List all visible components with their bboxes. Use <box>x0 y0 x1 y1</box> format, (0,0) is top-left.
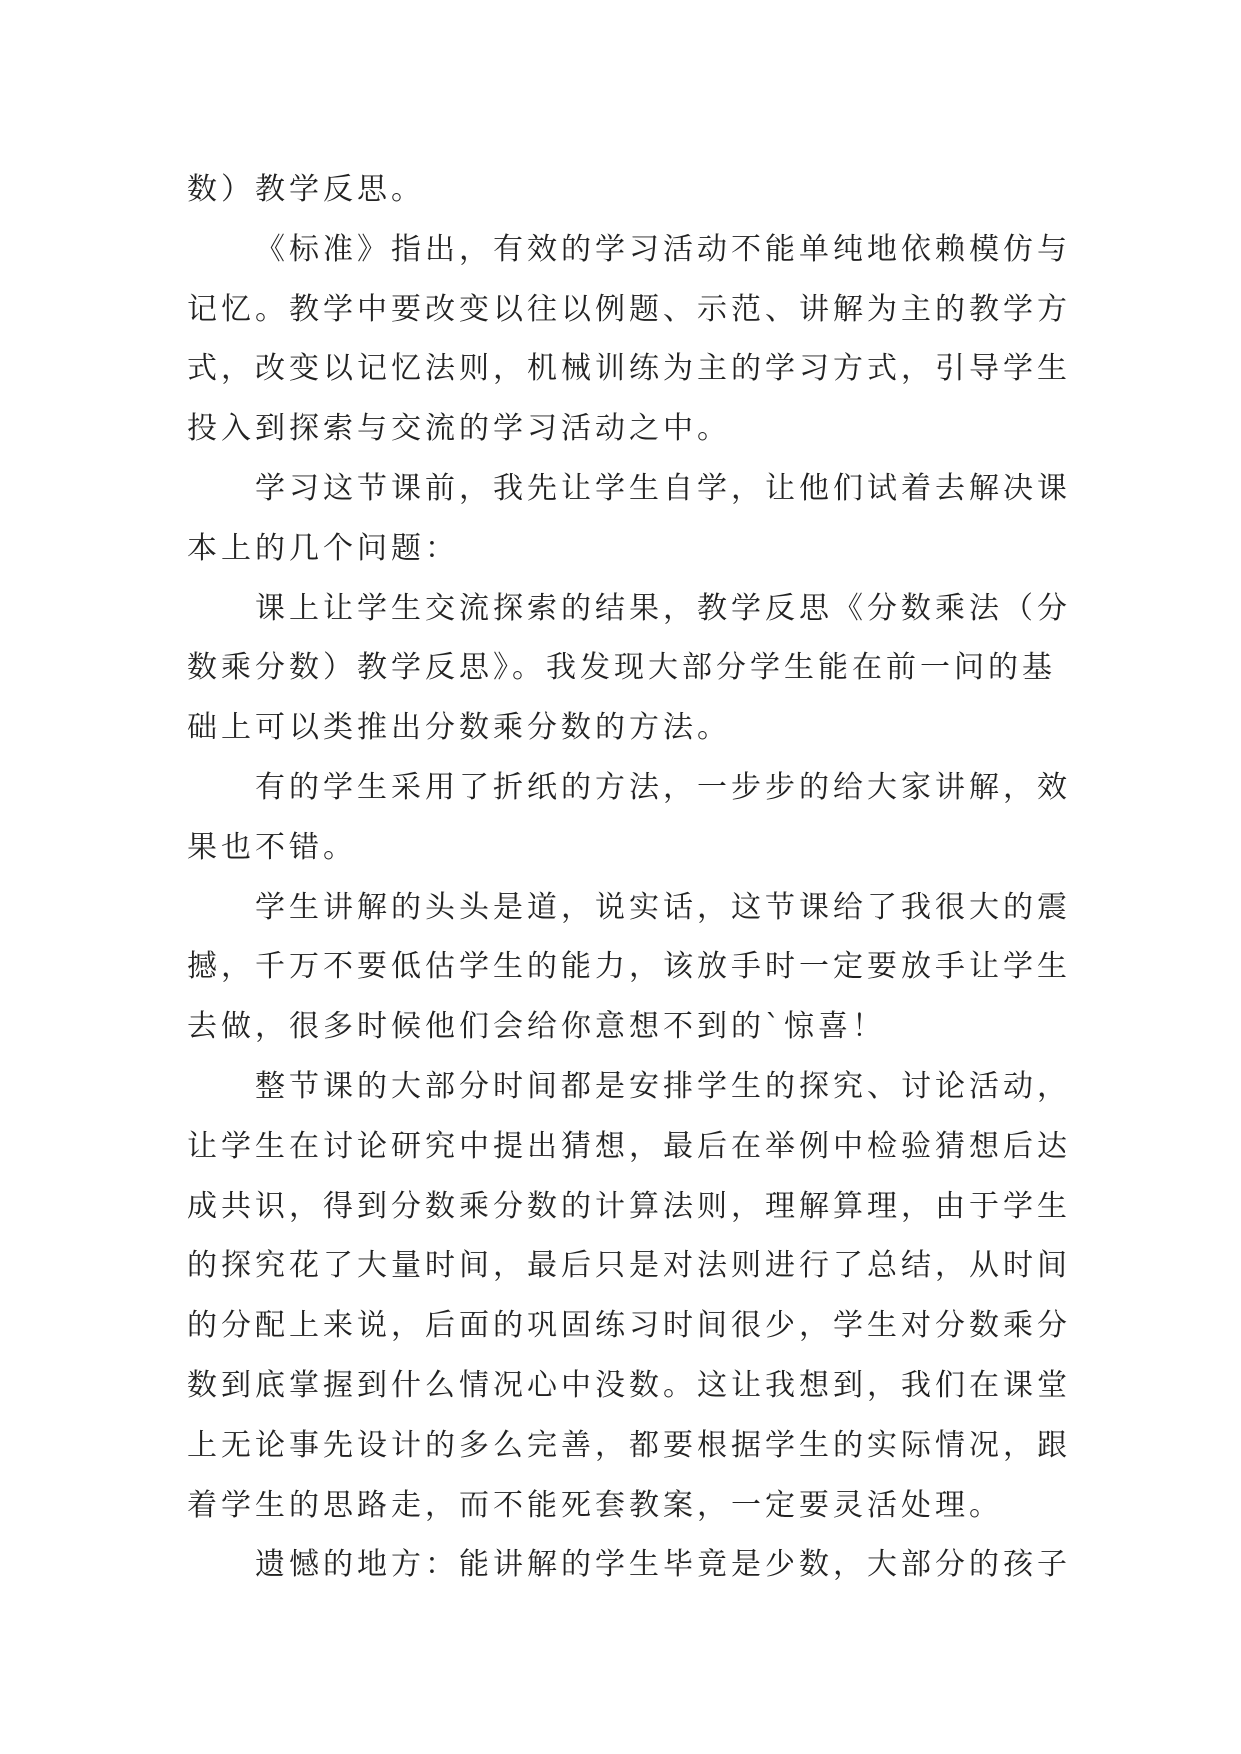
text-line: 让学生在讨论研究中提出猜想，最后在举例中检验猜想后达 <box>187 1128 1071 1164</box>
text-line: 果也不错。 <box>187 829 357 865</box>
text-line: 式，改变以记忆法则，机械训练为主的学习方式，引导学生 <box>187 351 1071 387</box>
text-line: 数）教学反思。 <box>187 172 425 207</box>
text-line: 数乘分数）教学反思》。我发现大部分学生能在前一问的基 <box>187 650 1056 686</box>
text-line: 记忆。教学中要改变以往以例题、示范、讲解为主的教学方 <box>187 291 1071 327</box>
text-line: 学生讲解的头头是道，说实话，这节课给了我很大的震 <box>255 889 1071 925</box>
text-line: 《标准》指出，有效的学习活动不能单纯地依赖模仿与 <box>255 231 1071 267</box>
text-line: 去做，很多时候他们会给你意想不到的`惊喜！ <box>187 1009 886 1045</box>
text-line: 整节课的大部分时间都是安排学生的探究、讨论活动， <box>255 1068 1071 1104</box>
document-body <box>187 160 1071 1595</box>
text-line: 本上的几个问题： <box>187 530 459 566</box>
text-line: 有的学生采用了折纸的方法，一步步的给大家讲解，效 <box>255 769 1071 805</box>
text-line: 数到底掌握到什么情况心中没数。这让我想到，我们在课堂 <box>187 1367 1071 1403</box>
text-line: 上无论事先设计的多么完善，都要根据学生的实际情况，跟 <box>187 1427 1071 1463</box>
text-line: 的分配上来说，后面的巩固练习时间很少，学生对分数乘分 <box>187 1308 1071 1344</box>
text-line: 遗憾的地方：能讲解的学生毕竟是少数，大部分的孩子 <box>255 1547 1071 1583</box>
text-line: 成共识，得到分数乘分数的计算法则，理解算理，由于学生 <box>187 1188 1071 1224</box>
text-line: 着学生的思路走，而不能死套教案，一定要灵活处理。 <box>187 1487 1003 1523</box>
text-line: 学习这节课前，我先让学生自学，让他们试着去解决课 <box>255 470 1071 506</box>
text-line: 的探究花了大量时间，最后只是对法则进行了总结，从时间 <box>187 1248 1071 1284</box>
text-line: 课上让学生交流探索的结果，教学反思《分数乘法（分 <box>255 590 1071 626</box>
text-line: 撼，千万不要低估学生的能力，该放手时一定要放手让学生 <box>187 949 1071 985</box>
text-line: 投入到探索与交流的学习活动之中。 <box>187 411 731 447</box>
text-line: 础上可以类推出分数乘分数的方法。 <box>187 710 731 746</box>
